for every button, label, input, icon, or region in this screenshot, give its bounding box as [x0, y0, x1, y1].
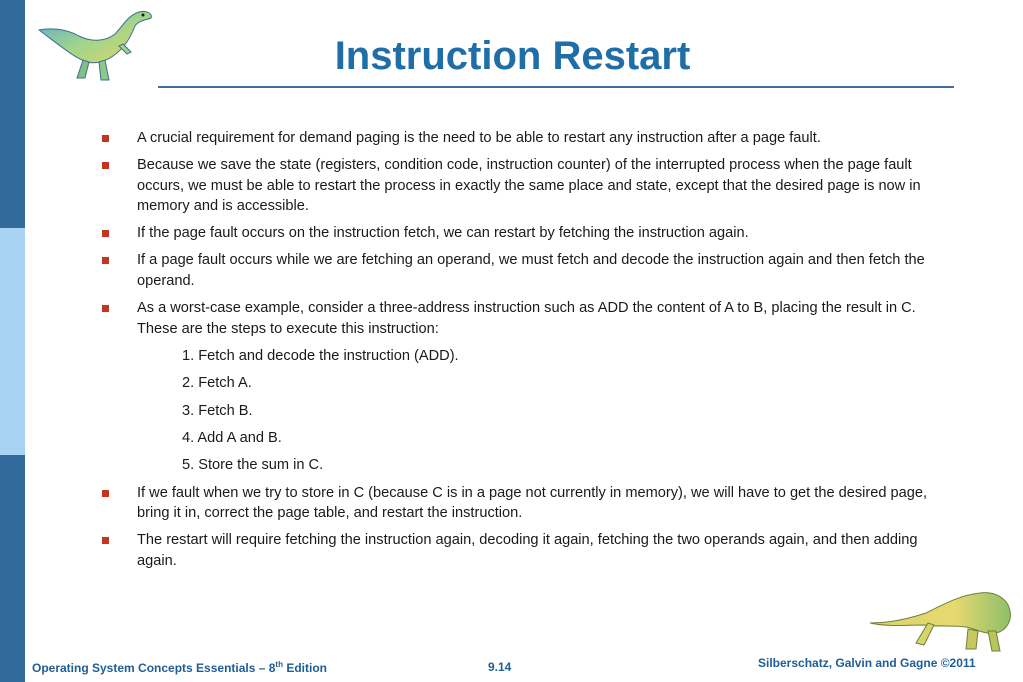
bullet-square-icon — [102, 230, 109, 237]
step-item: 4. Add A and B. — [182, 430, 282, 447]
sidebar-segment-middle — [0, 228, 25, 455]
bullet-item: If the page fault occurs on the instruction fetch, we can restart by fetching the instruction again. — [100, 223, 950, 244]
bullet-square-icon — [102, 135, 109, 142]
sidebar-segment-bottom — [0, 455, 25, 682]
title-divider — [158, 86, 954, 88]
bullet-square-icon — [102, 162, 109, 169]
page-title: Instruction Restart — [334, 34, 691, 78]
bullet-item: As a worst-case example, consider a three-address instruction such as ADD the content of A to B, placing the result in C. These are the steps to execute this instruction: — [100, 298, 950, 339]
footer-book-title: Operating System Concepts Essentials – 8th Edition — [32, 660, 327, 675]
bullet-item: If we fault when we try to store in C (because C is in a page not currently in memory), we will have to get the desired page, bring it in, correct the page table, and restart the instruction. — [100, 483, 950, 524]
bullet-square-icon — [102, 537, 109, 544]
footer-page-number: 9.14 — [488, 660, 512, 674]
bullet-square-icon — [102, 305, 109, 312]
step-item: 1. Fetch and decode the instruction (ADD). — [182, 347, 459, 364]
step-item: 2. Fetch A. — [182, 375, 252, 392]
dinosaur-footer-icon — [868, 583, 1014, 655]
bullet-item: The restart will require fetching the instruction again, decoding it again, fetching the two operands again, and then adding again. — [100, 530, 950, 571]
slide-content — [100, 128, 950, 578]
bullet-item: A crucial requirement for demand paging is the need to be able to restart any instruction after a page fault. — [100, 128, 950, 149]
footer-authors: Silberschatz, Galvin and Gagne ©2011 — [758, 656, 976, 670]
step-item: 5. Store the sum in C. — [182, 457, 324, 474]
sidebar-segment-top — [0, 0, 25, 228]
bullet-item: Because we save the state (registers, condition code, instruction counter) of the interrupted process when the page fault occurs, we must be able to restart the process in exactly the same place and state, except that the desired page is now in memory and is accessible. — [100, 155, 950, 217]
bullet-item: If a page fault occurs while we are fetching an operand, we must fetch and decode the instruction again and then fetch the operand. — [100, 250, 950, 291]
step-item: 3. Fetch B. — [182, 402, 253, 419]
bullet-square-icon — [102, 257, 109, 264]
left-sidebar — [0, 0, 25, 682]
bullet-square-icon — [102, 490, 109, 497]
